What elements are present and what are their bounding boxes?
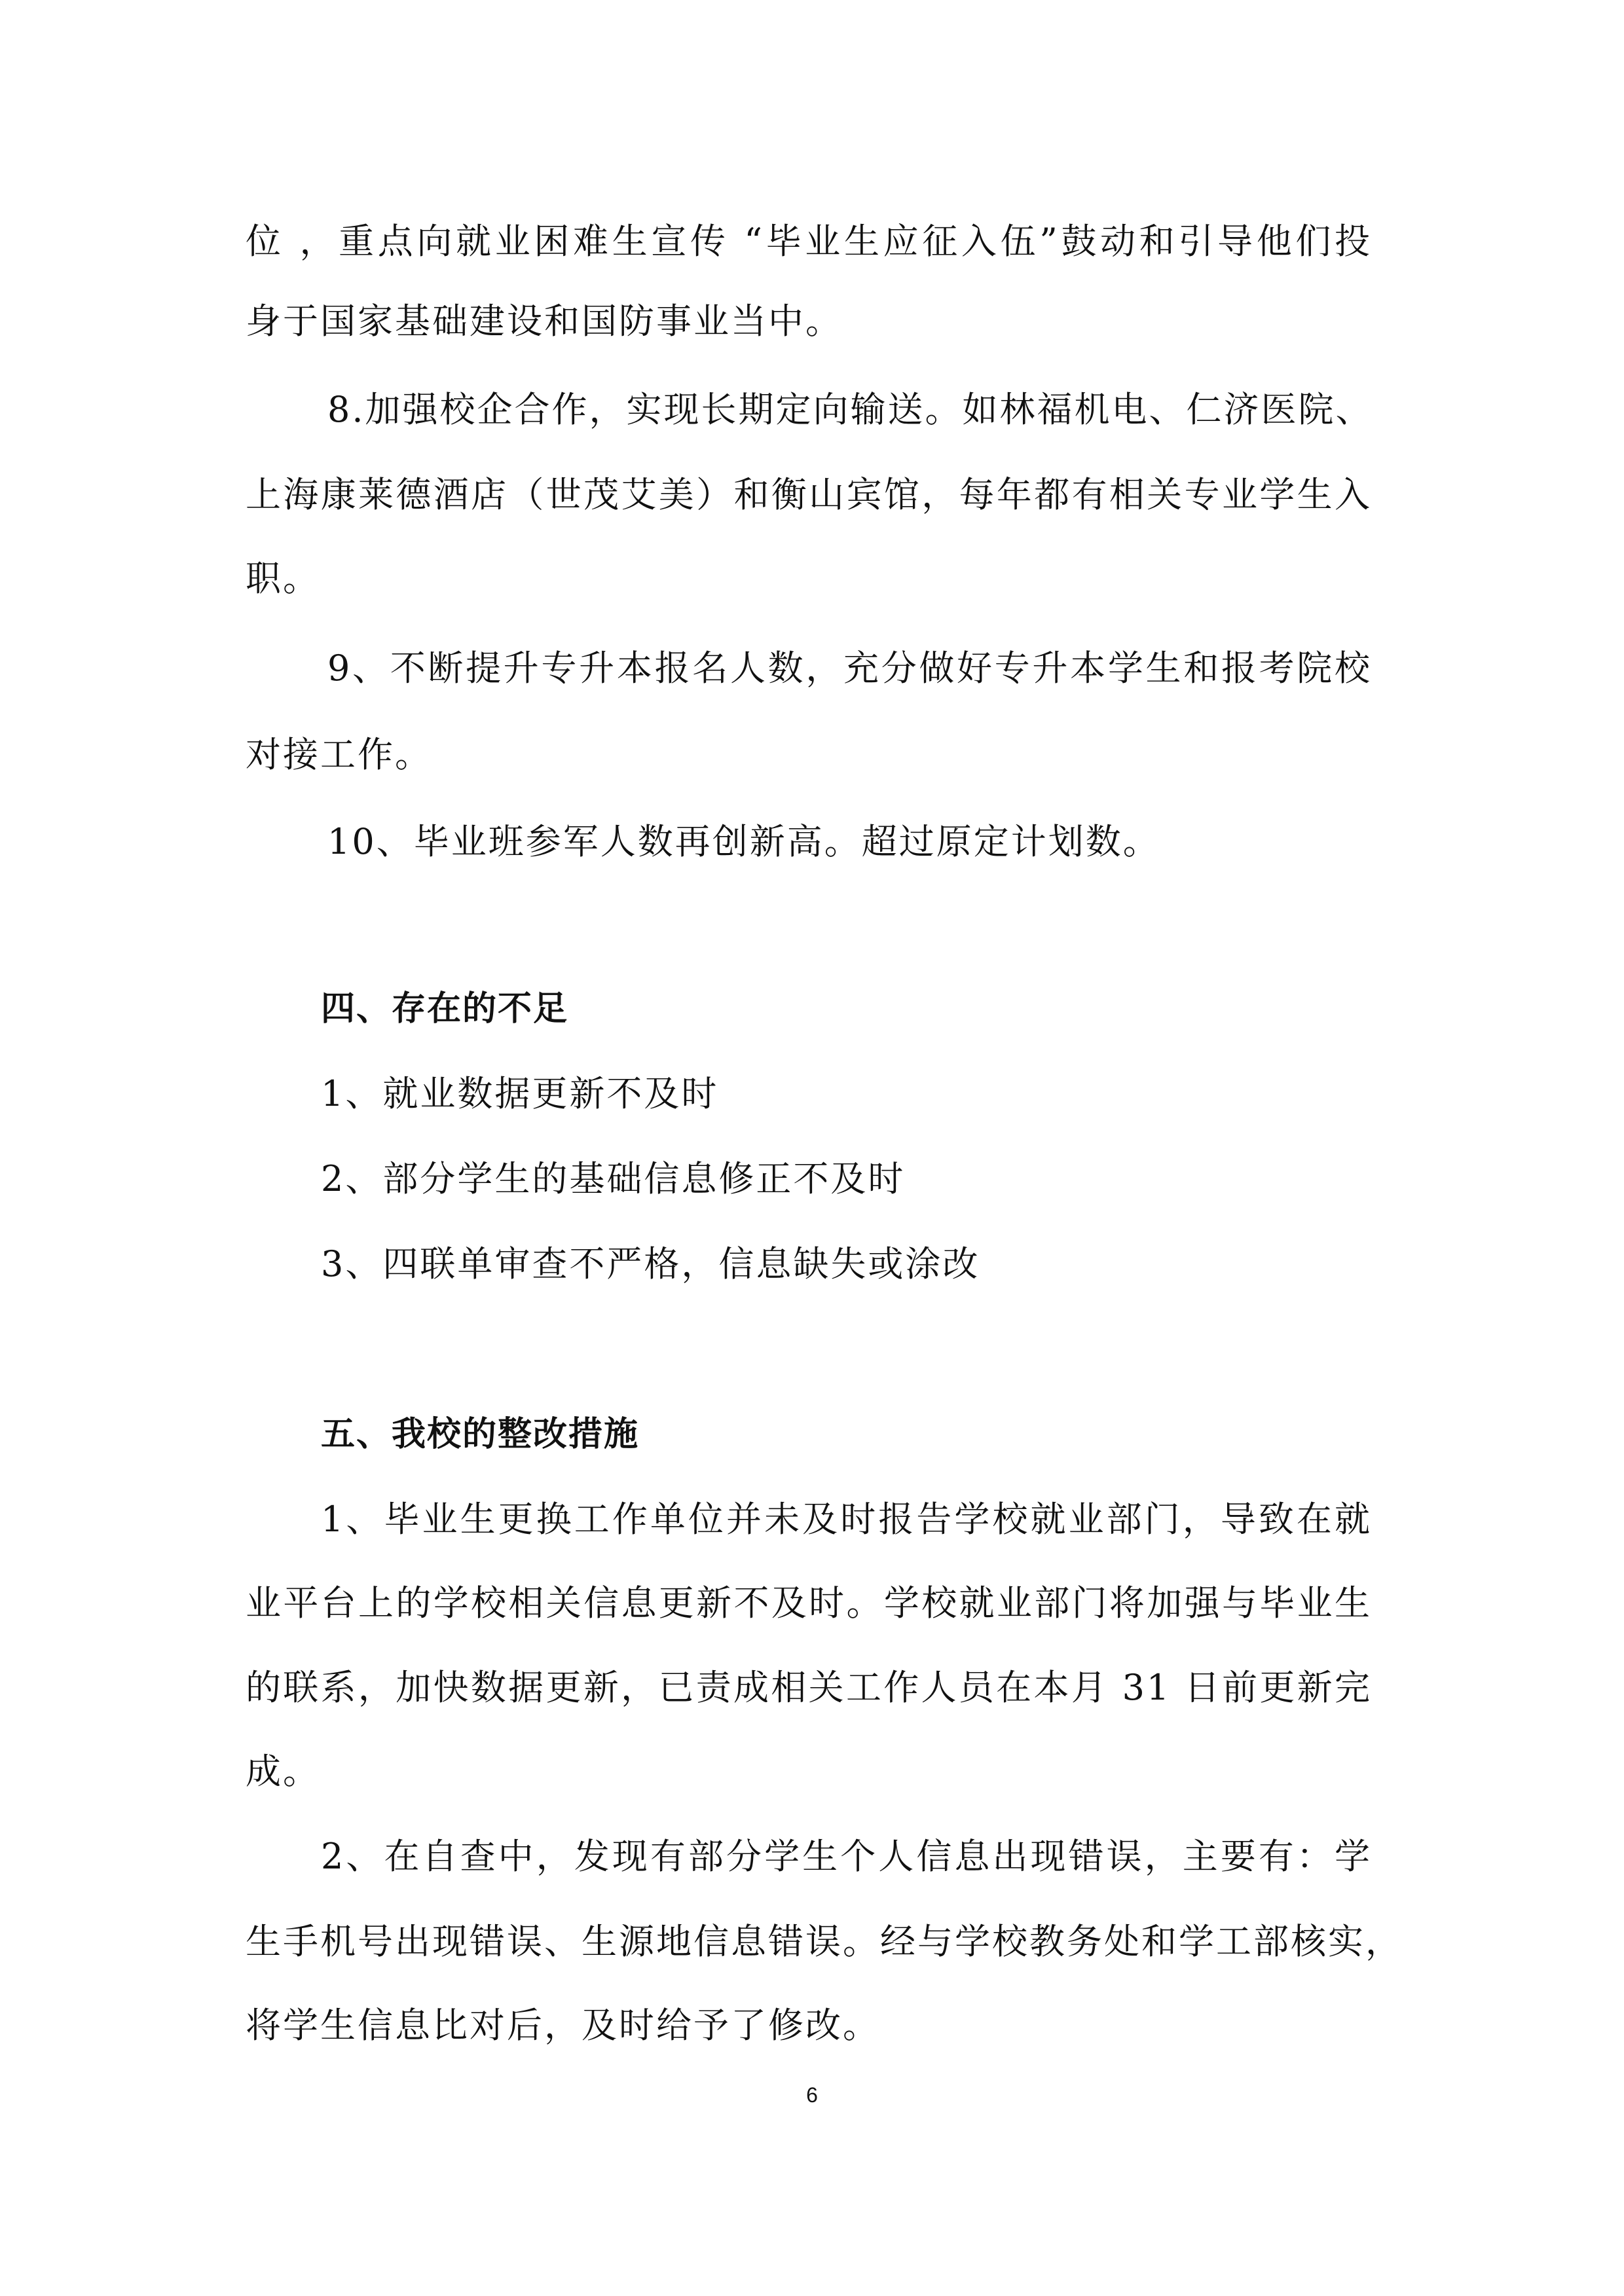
paragraph-line: 职。 (246, 558, 320, 599)
paragraph-line: 生手机号出现错误、生源地信息错误。经与学校教务处和学工部核实， (246, 1921, 1403, 1962)
paragraph-line: 2、在自查中，发现有部分学生个人信息出现错误，主要有：学 (321, 1836, 1372, 1877)
list-item: 2、部分学生的基础信息修正不及时 (321, 1158, 906, 1199)
paragraph-line: 上海康莱德酒店（世茂艾美）和衡山宾馆，每年都有相关专业学生入 (246, 474, 1372, 515)
paragraph-line: 10、毕业班参军人数再创新高。超过原定计划数。 (327, 821, 1160, 862)
paragraph-line: 8.加强校企合作，实现长期定向输送。如林福机电、仁济医院、 (327, 389, 1373, 430)
page-number: 6 (806, 2083, 818, 2107)
paragraph-line: 将学生信息比对后，及时给予了修改。 (246, 2005, 880, 2046)
list-item: 3、四联单审查不严格，信息缺失或涂改 (321, 1243, 980, 1285)
list-item: 1、就业数据更新不及时 (321, 1073, 719, 1114)
paragraph-line: 9、不断提升专升本报名人数，充分做好专升本学生和报考院校 (327, 647, 1372, 689)
paragraph-line: 成。 (246, 1751, 320, 1792)
section-heading: 四、存在的不足 (321, 989, 569, 1029)
paragraph-line: 对接工作。 (246, 734, 432, 775)
paragraph-line: 1、毕业生更换工作单位并未及时报告学校就业部门，导致在就 (321, 1499, 1372, 1540)
section-heading: 五、我校的整改措施 (321, 1415, 640, 1454)
paragraph-line: 业平台上的学校相关信息更新不及时。学校就业部门将加强与毕业生 (246, 1582, 1372, 1624)
paragraph-line: 的联系，加快数据更新，已责成相关工作人员在本月 31 日前更新完 (246, 1667, 1372, 1708)
paragraph-line: 身于国家基础建设和国防事业当中。 (246, 301, 843, 342)
paragraph-line: 位 ，重点向就业困难生宣传 “毕业生应征入伍”鼓动和引导他们投 (246, 221, 1372, 262)
